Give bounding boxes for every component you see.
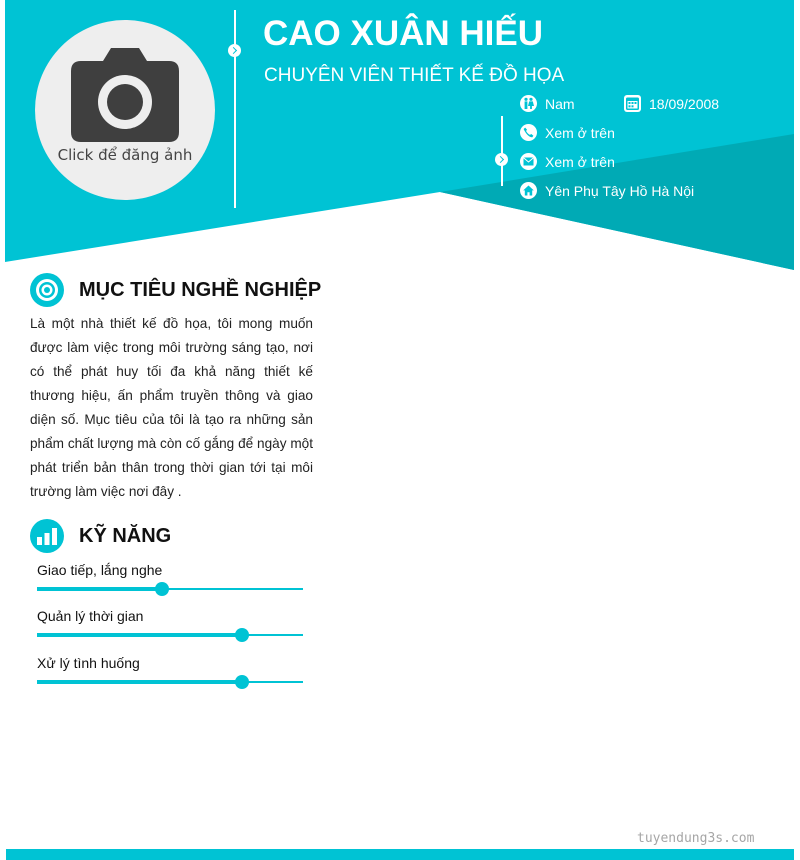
objective-heading [30,273,321,307]
skill-slider-track [37,681,303,683]
phone-info [520,124,615,141]
skill-label: Quản lý thời gian [37,608,144,624]
birthday-info [624,95,719,112]
skill-item [37,655,303,683]
skill-item [37,608,303,636]
objective-title: MỤC TIÊU NGHỀ NGHIỆP [79,278,322,301]
address-info [520,182,694,199]
mail-icon [520,153,537,170]
avatar-upload[interactable] [35,20,215,200]
candidate-name: CAO XUÂN HIẾU [263,14,544,53]
skill-slider-handle[interactable] [235,628,249,642]
watermark: tuyendung3s.com [637,831,755,846]
bar-chart-icon [30,519,64,553]
skill-slider-fill [37,633,242,637]
objective-text: Là một nhà thiết kế đồ họa, tôi mong muốn được làm việc trong môi trường sáng tạo, nơi có thể phát huy tối đa khả năng thiết kế thương hiệu, ấn phẩm truyền thông và giao diện số. Mục tiêu của tôi là tạo ra những sản phẩm chất lượng mà còn cố gắng để ngày một phát triển bản thân trong thời gian tới tại môi trường làm việc nơi đây . [30,316,313,499]
contact-divider [501,116,503,186]
skill-label: Giao tiếp, lắng nghe [37,562,163,578]
phone-value: Xem ở trên [545,124,615,141]
skill-label: Xử lý tình huống [37,655,140,671]
gender-icon [520,95,537,112]
skill-item [37,562,303,590]
skill-slider-fill [37,587,162,591]
camera-icon [71,48,179,142]
skill-slider-fill [37,680,242,684]
skill-slider-handle[interactable] [235,675,249,689]
address-value: Yên Phụ Tây Hồ Hà Nội [545,182,695,199]
header-divider [234,10,236,208]
skills-heading [30,519,171,553]
cv-header [0,0,800,275]
job-title: CHUYÊN VIÊN THIẾT KẾ ĐỒ HỌA [264,65,565,86]
home-icon [520,182,537,199]
chevron-right-icon [228,44,241,57]
calendar-icon [624,95,641,112]
skill-slider-track [37,634,303,636]
birthday-value: 18/09/2008 [649,95,720,112]
gender-info [520,95,575,112]
avatar-caption: Click để đăng ảnh [57,146,193,164]
skill-slider-handle[interactable] [155,582,169,596]
email-info [520,153,615,170]
email-value: Xem ở trên [545,153,615,170]
chevron-right-icon [495,153,508,166]
skills-title: KỸ NĂNG [79,524,172,547]
footer-bar [6,849,794,860]
phone-icon [520,124,537,141]
target-icon [30,273,64,307]
gender-value: Nam [545,95,575,112]
skill-slider-track [37,588,303,590]
